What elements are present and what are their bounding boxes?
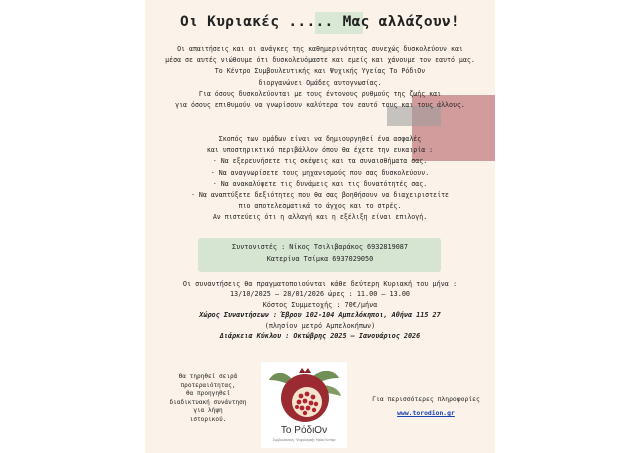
logo-name: Το ΡόδιΟν (280, 425, 328, 436)
flyer (145, 0, 495, 453)
purpose-paragraph (145, 134, 495, 224)
intro-line: Οι απαιτήσεις και οι ανάγκες της καθημερινότητας συνεχώς δυσκολεύουν και (177, 45, 463, 53)
coordinator-line: Κατερίνα Τσίμκα 6937029050 (266, 255, 374, 263)
purpose-line: · Να αναγνωρίσετε τους μηχανισμούς που σας δυσκολεύουν. (210, 168, 430, 177)
flyer-title: Οι Κυριακές ..... Μας αλλάζουν! (180, 14, 460, 30)
intro-line: Το Κέντρο Συμβουλευτικής και Ψυχικής Υγείας Το ΡόδιΟν (214, 67, 426, 76)
session-line: Οι συναντήσεις θα πραγματοποιούνται κάθε δεύτερη Κυριακή του μήνα : (182, 280, 458, 288)
pomegranate-icon (261, 362, 347, 428)
note-line: προτεραιότητας, (180, 381, 236, 389)
session-location: Χώρος Συναντήσεων : Έβρου 102-104 Αμπελόκηποι, Αθήνα 115 27 (199, 311, 441, 320)
purpose-line: · Να αναπτύξετε δεξιότητες που θα σας βοηθήσουν να διαχειριστείτε (190, 191, 450, 200)
purpose-line: Σκοπός των ομάδων είναι να δημιουργηθεί ένα ασφαλές (218, 135, 422, 143)
title-wrap (145, 14, 495, 30)
session-line: (πλησίον μετρό Αμπελοκήπων) (264, 321, 376, 330)
note-line: διαδικτυακή συνάντηση (169, 398, 247, 406)
intro-paragraph (145, 44, 495, 111)
session-line: Κόστος Συμμετοχής : 70€/μήνα (262, 300, 378, 309)
intro-line: διοργανώνει Ομάδες αυτογνωσίας. (258, 78, 382, 87)
purpose-line: · Να ανακαλύψετε τις δυνάμεις και τις δυνατότητές σας. (212, 179, 428, 188)
session-line: 13/10/2025 – 28/01/2026 ώρες : 11.00 – 13.00 (229, 290, 411, 299)
logo (261, 362, 347, 448)
intro-line: για όσους επιθυμούν να γνωρίσουν καλύτερα τον εαυτό τους και τους άλλους. (175, 101, 465, 110)
note-line: για λήψη (193, 407, 223, 415)
note-line: θα προηγηθεί (185, 390, 231, 398)
cycle-duration: Διάρκεια Κύκλου : Οκτώβρης 2025 – Ιανουάριος 2026 (219, 332, 421, 341)
more-info-label: Για περισσότερες πληροφορίες (372, 395, 480, 403)
purpose-line: και υποστηρικτικό περιβάλλον όπου θα έχετε την ευκαιρία : (206, 146, 434, 155)
session-details (145, 279, 495, 341)
note-line: Θα τηρηθεί σειρά (178, 373, 238, 380)
priority-note (163, 373, 253, 425)
purpose-line: πιο αποτελεσματικά το άγχος και το στρές. (238, 202, 402, 211)
note-line: ιστορικού. (189, 415, 227, 423)
intro-line: Για όσους δυσκολεύονται με τους έντονους ρυθμούς της ζωής και (198, 89, 442, 98)
intro-line: μέσα σε αυτές νιώθουμε ότι δυσκολευόμαστε και εμείς και χάνουμε τον εαυτό μας. (165, 56, 475, 65)
coordinators (145, 241, 495, 265)
more-info (367, 392, 485, 420)
purpose-line: · Να εξερευνήσετε τις σκέψεις και τα συναισθήματα σας. (212, 157, 428, 166)
coordinator-line: Συντονιστές : Νίκος Τσιλιβαράκος 6932819087 (232, 243, 408, 251)
website-link[interactable]: www.torodion.gr (397, 409, 455, 417)
purpose-line: Αν πιστεύεις ότι η αλλαγή και η εξέλιξη είναι επιλογή. (212, 213, 428, 222)
logo-subtitle: Συμβουλευτική · Ψυχολογικής Υγείας Κεντρο (272, 438, 336, 442)
